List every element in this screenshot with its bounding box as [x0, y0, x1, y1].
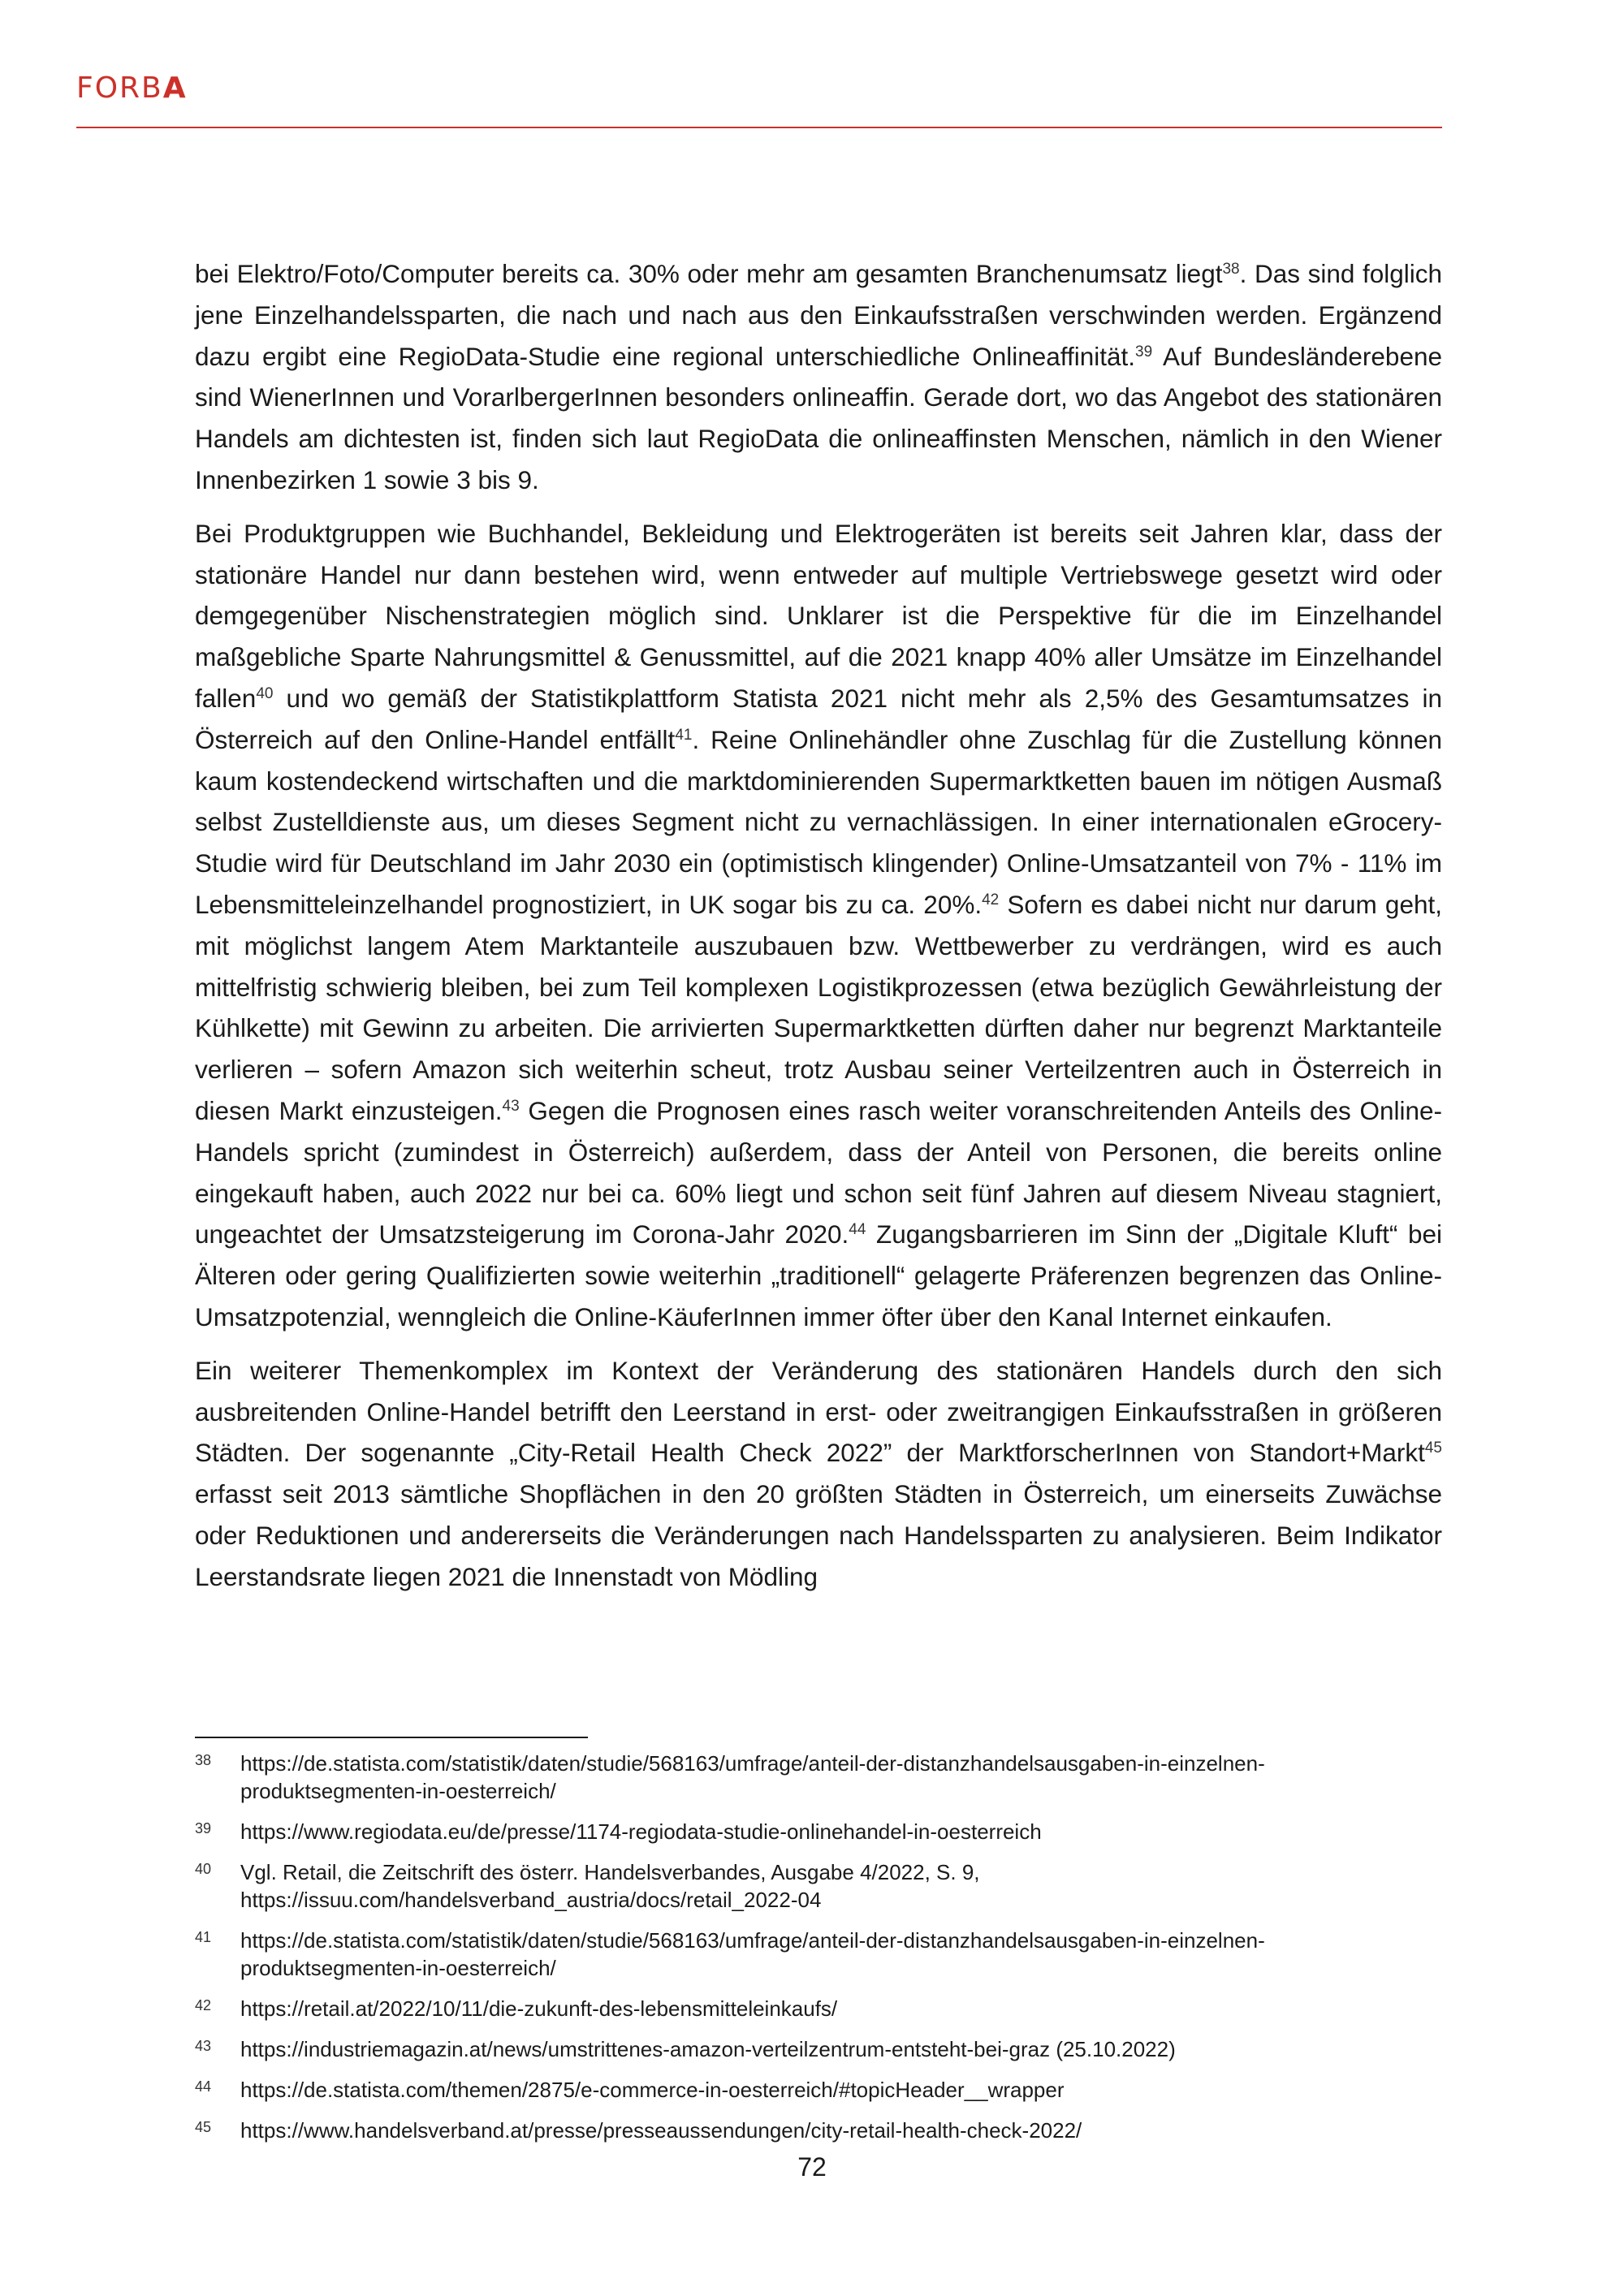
text-segment: erfasst seit 2013 sämtliche Shopflächen in den 20 größten Städten in Österreich, um einerseits Zuwächse oder Reduktionen und andererseits die Veränderungen nach Handelssparten zu analysieren. Beim Indikator Leerstandsrate liegen 2021 die Innenstadt von Mödling [195, 1479, 1442, 1591]
footnote-item [195, 2076, 1442, 2104]
forba-logo [76, 71, 188, 105]
footnote-ref-38[interactable]: 38 [1222, 261, 1240, 278]
footnote-item [195, 1750, 1442, 1805]
footnote-item [195, 1858, 1442, 1914]
footnote-text[interactable]: https://retail.at/2022/10/11/die-zukunft-des-lebensmitteleinkaufs/ [240, 1996, 838, 2021]
footnote-text[interactable]: Vgl. Retail, die Zeitschrift des österr. Handelsverbandes, Ausgabe 4/2022, S. 9, https://issuu.com/handelsverband_austria/docs/retail_2022-04 [240, 1860, 980, 1912]
footnote-ref-44[interactable]: 44 [849, 1221, 866, 1239]
footnote-ref-39[interactable]: 39 [1135, 343, 1153, 360]
text-segment: Bei Produktgruppen wie Buchhandel, Bekleidung und Elektrogeräten ist bereits seit Jahren klar, dass der stationäre Handel nur dann bestehen wird, wenn entweder auf multiple Vertriebswege gesetzt wird oder demgegenüber Nischenstrategien möglich sind. Unklarer ist die Perspektive für die im Einzelhandel maßgebliche Sparte Nahrungsmittel & Genussmittel, auf die 2021 knapp 40% aller Umsätze im Einzelhandel fallen [195, 518, 1442, 713]
text-segment: Zugangsbarrieren im Sinn der „Digitale Kluft“ bei Älteren oder gering Qualifizierten sowie weiterhin „traditionell“ gelagerte Präferenzen begrenzen das Online-Umsatzpotenzial, wenngleich die Online-KäuferInnen immer öfter über den Kanal Internet einkaufen. [195, 1219, 1442, 1331]
paragraph-3 [195, 1350, 1442, 1598]
footnote-number: 43 [195, 2038, 212, 2054]
footnote-number: 41 [195, 1929, 212, 1945]
footnote-number: 42 [195, 1997, 212, 2013]
text-segment: Gegen die Prognosen eines rasch weiter voranschreitenden Anteils des Online-Handels spricht (zumindest in Österreich) außerdem, dass der Anteil von Personen, die bereits online eingekauft haben, auch 2022 nur bei ca. 60% liegt und schon seit fünf Jahren auf diesem Niveau stagniert, ungeachtet der Umsatzsteigerung im Corona-Jahr 2020. [195, 1095, 1442, 1249]
footnote-text[interactable]: https://de.statista.com/themen/2875/e-commerce-in-oesterreich/#topicHeader__wrapper [240, 2078, 1065, 2102]
footnote-number: 44 [195, 2078, 212, 2095]
footnote-number: 45 [195, 2119, 212, 2135]
footnote-ref-43[interactable]: 43 [502, 1097, 520, 1115]
logo-text-accent: A [162, 71, 188, 105]
text-segment: Ein weiterer Themenkomplex im Kontext der Veränderung des stationären Handels durch den sich ausbreitenden Online-Handel betrifft den Leerstand in erst- oder zweitrangigen Einkaufsstraßen in größeren Städten. Der sogenannte „City-Retail Health Check 2022” der MarktforscherInnen von Standort+Markt [195, 1355, 1442, 1468]
footnote-divider [195, 1737, 588, 1738]
footnote-ref-41[interactable]: 41 [675, 726, 693, 744]
footnote-text[interactable]: https://de.statista.com/statistik/daten/studie/568163/umfrage/anteil-der-distanzhandelsausgaben-in-einzelnen-produktsegmenten-in-oesterreich/ [240, 1928, 1265, 1980]
footnotes [195, 1750, 1442, 2157]
footnote-ref-42[interactable]: 42 [982, 891, 1000, 908]
footnote-text[interactable]: https://www.handelsverband.at/presse/presseaussendungen/city-retail-health-check-2022/ [240, 2118, 1082, 2143]
text-segment: Auf Bundesländerebene sind WienerInnen und VorarlbergerInnen besonders onlineaffin. Gerade dort, wo das Angebot des stationären Handels am dichtesten ist, finden sich laut RegioData die onlineaffinsten Menschen, nämlich in den Wiener Innenbezirken 1 sowie 3 bis 9. [195, 341, 1442, 494]
footnote-item [195, 2117, 1442, 2144]
text-segment: . Reine Onlinehändler ohne Zuschlag für die Zustellung können kaum kostendeckend wirtschaften und die marktdominierenden Supermarktketten bauen im nötigen Ausmaß selbst Zustelldienste aus, um dieses Segment nicht zu vernachlässigen. In einer internationalen eGrocery-Studie wird für Deutschland im Jahr 2030 ein (optimistisch klingender) Online-Umsatzanteil von 7% - 11% im Lebensmitteleinzelhandel prognostiziert, in UK sogar bis zu ca. 20%. [195, 724, 1442, 919]
footnote-item [195, 1818, 1442, 1845]
footnote-item [195, 1927, 1442, 1982]
body-text [195, 253, 1442, 1598]
footnote-number: 38 [195, 1752, 212, 1768]
text-segment: . Das sind folglich jene Einzelhandelssparten, die nach und nach aus den Einkaufsstraßen verschwinden werden. Ergänzend dazu ergibt eine RegioData-Studie eine regional unterschiedliche Onlineaffinität. [195, 259, 1442, 371]
text-segment: bei Elektro/Foto/Computer bereits ca. 30% oder mehr am gesamten Branchenumsatz liegt [195, 259, 1223, 288]
page-number: 72 [797, 2152, 827, 2182]
footnote-text[interactable]: https://www.regiodata.eu/de/presse/1174-regiodata-studie-onlinehandel-in-oesterreich [240, 1819, 1042, 1844]
text-segment: Sofern es dabei nicht nur darum geht, mit möglichst langem Atem Marktanteile auszubauen bzw. Wettbewerber zu verdrängen, wird es auch mittelfristig schwierig bleiben, bei zum Teil komplexen Logistikprozessen (etwa bezüglich Gewährleistung der Kühlkette) mit Gewinn zu arbeiten. Die arrivierten Supermarktketten dürften daher nur begrenzt Marktanteile verlieren – sofern Amazon sich weiterhin scheut, trotz Ausbau seiner Verteilzentren auch in Österreich in diesen Markt einzusteigen. [195, 889, 1442, 1125]
footnote-text[interactable]: https://industriemagazin.at/news/umstrittenes-amazon-verteilzentrum-entsteht-bei-graz (25.10.2022) [240, 2037, 1176, 2061]
header-divider [76, 127, 1442, 128]
footnote-number: 39 [195, 1820, 212, 1836]
logo-text: FORB [76, 71, 163, 105]
paragraph-1 [195, 253, 1442, 501]
text-segment: und wo gemäß der Statistikplattform Statista 2021 nicht mehr als 2,5% des Gesamtumsatzes in Österreich auf den Online-Handel entfällt [195, 683, 1442, 754]
footnote-item [195, 2035, 1442, 2063]
footnote-text[interactable]: https://de.statista.com/statistik/daten/studie/568163/umfrage/anteil-der-distanzhandelsausgaben-in-einzelnen-produktsegmenten-in-oesterreich/ [240, 1751, 1265, 1803]
footnote-ref-40[interactable]: 40 [256, 684, 274, 702]
footnote-item [195, 1995, 1442, 2022]
footnote-number: 40 [195, 1861, 212, 1877]
footnote-ref-45[interactable]: 45 [1424, 1439, 1442, 1457]
paragraph-2 [195, 513, 1442, 1338]
